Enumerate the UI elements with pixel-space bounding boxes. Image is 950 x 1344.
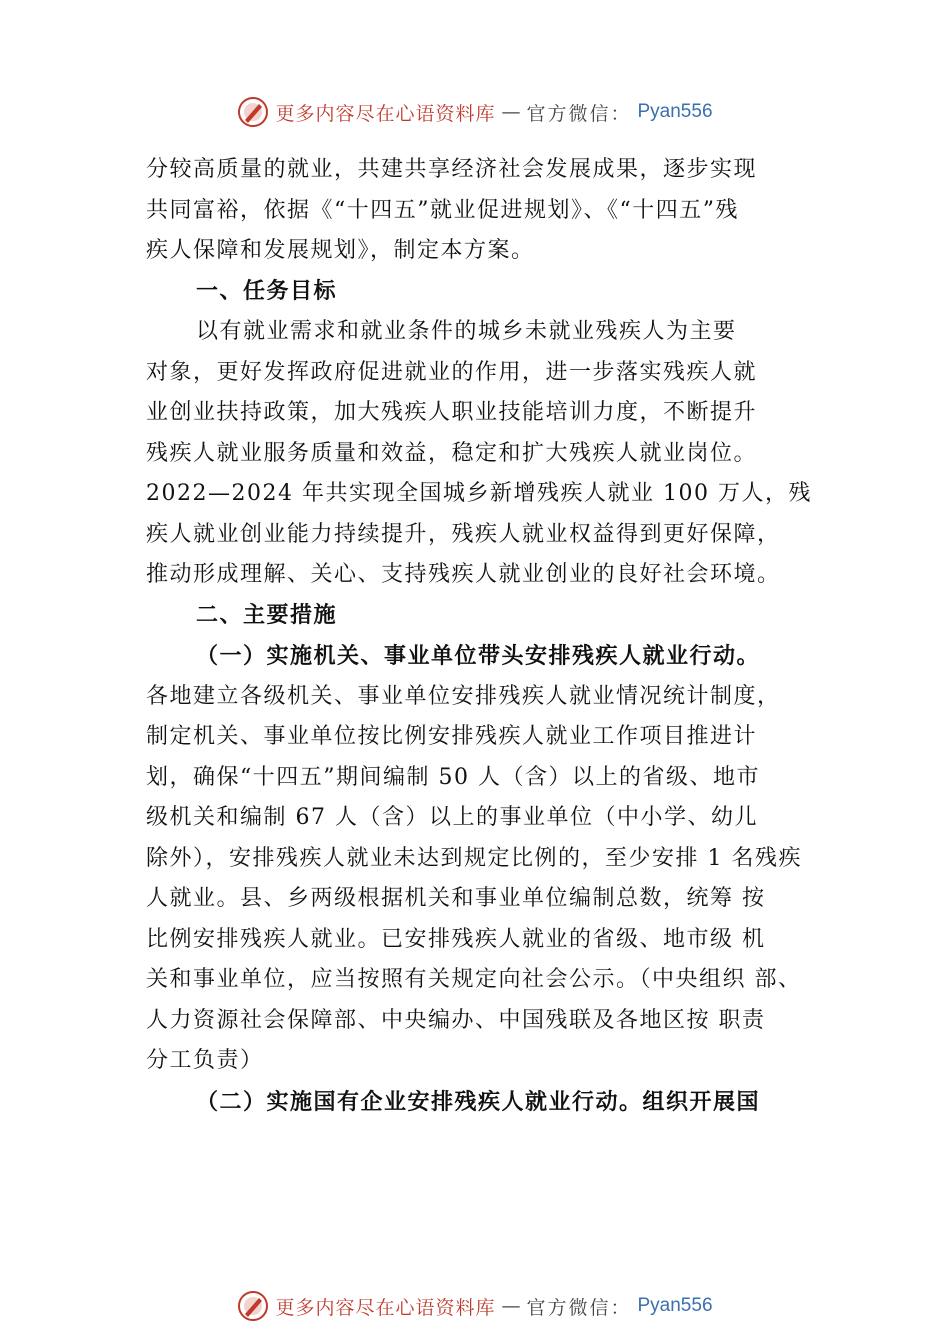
- body-line: 划，确保“十四五”期间编制 50 人（含）以上的省级、地市: [146, 764, 760, 790]
- watermark-brand: 更多内容尽在心语资料库: [275, 102, 496, 125]
- body-line: 推动形成理解、关心、支持残疾人就业创业的良好社会环境。: [146, 562, 781, 587]
- section-heading-1: 一、任务目标: [196, 278, 338, 304]
- watermark-separator: —: [501, 101, 521, 123]
- watermark-separator: —: [501, 1295, 521, 1317]
- body-line: 以有就业需求和就业条件的城乡未就业残疾人为主要: [196, 319, 737, 344]
- body-line: 除外），安排残疾人就业未达到规定比例的，至少安排 1 名残疾: [146, 845, 802, 871]
- watermark-official-label: 官方微信：: [526, 102, 632, 125]
- body-line: 比例安排残疾人就业。已安排残疾人就业的省级、地市级 机: [146, 926, 766, 952]
- watermark-wechat-id: Pyan556: [637, 1295, 713, 1316]
- body-line: 人就业。县、乡两级根据机关和事业单位编制总数，统筹 按: [146, 886, 766, 911]
- body-line: 对象，更好发挥政府促进就业的作用，进一步落实残疾人就: [146, 359, 758, 385]
- watermark-wechat-id: Pyan556: [637, 101, 713, 122]
- watermark-header: [0, 96, 950, 136]
- section-heading-2: 二、主要措施: [196, 602, 338, 628]
- watermark-official-label: 官方微信：: [526, 1296, 632, 1319]
- document-body: [146, 150, 826, 1122]
- body-line: 业创业扶持政策，加大残疾人职业技能培训力度，不断提升: [146, 400, 758, 425]
- body-line: 各地建立各级机关、事业单位安排残疾人就业情况统计制度，: [146, 683, 781, 709]
- body-line: 残疾人就业服务质量和效益，稳定和扩大残疾人就业岗位。: [146, 440, 758, 466]
- body-line: 人力资源社会保障部、中央编办、中国残联及各地区按 职责: [146, 1007, 766, 1033]
- subsection-heading-2: （二）实施国有企业安排残疾人就业行动。组织开展国: [196, 1088, 761, 1115]
- body-line: 分工负责）: [146, 1048, 264, 1073]
- body-line: 级机关和编制 67 人（含）以上的事业单位（中小学、幼儿: [146, 805, 758, 830]
- subsection-heading-1: （一）实施机关、事业单位带头安排残疾人就业行动。: [196, 643, 761, 669]
- body-line: 2022—2024 年共实现全国城乡新增残疾人就业 100 万人，残: [146, 481, 812, 506]
- body-line: 分较高质量的就业，共建共享经济社会发展成果，逐步实现: [146, 157, 758, 182]
- body-line: 制定机关、事业单位按比例安排残疾人就业工作项目推进计: [146, 724, 758, 749]
- body-line: 共同富裕，依据《“十四五”就业促进规划》、《“十四五”残: [146, 197, 739, 223]
- watermark-brand: 更多内容尽在心语资料库: [275, 1296, 496, 1319]
- brush-logo-icon: [237, 96, 269, 128]
- body-line: 关和事业单位，应当按照有关规定向社会公示。（中央组织 部、: [146, 967, 802, 992]
- watermark-footer: [0, 1290, 950, 1330]
- brush-logo-icon: [237, 1290, 269, 1322]
- body-line: 疾人保障和发展规划》，制定本方案。: [146, 238, 535, 263]
- body-line: 疾人就业创业能力持续提升，残疾人就业权益得到更好保障，: [146, 521, 781, 547]
